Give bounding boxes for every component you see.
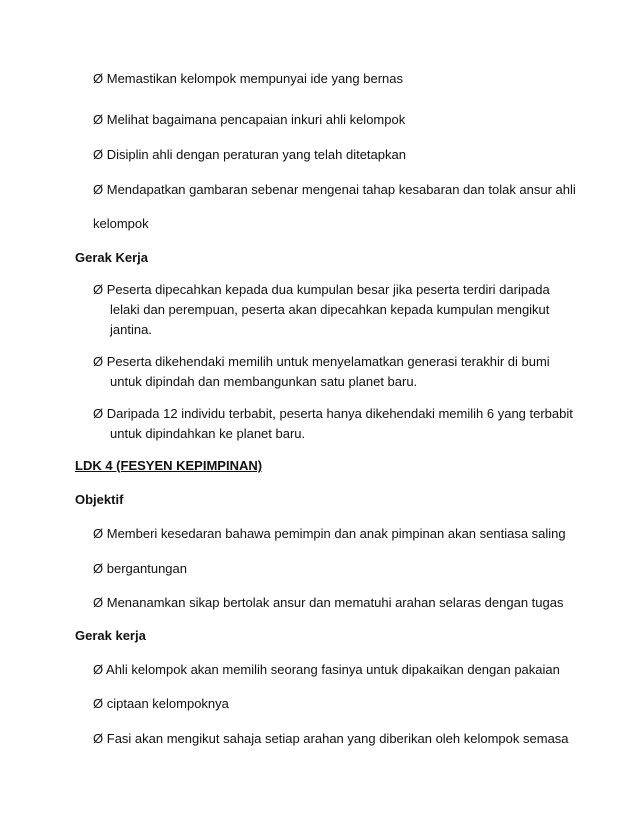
- bullet-arrow-icon: Ø: [93, 282, 104, 297]
- bullet-continuation: untuk dipindahkan ke planet baru.: [110, 426, 306, 441]
- bullet-item: Ø Memastikan kelompok mempunyai ide yang bernas: [93, 71, 404, 86]
- bullet-item: Ø Mendapatkan gambaran sebenar mengenai tahap kesabaran dan tolak ansur ahli: [93, 182, 576, 197]
- bullet-arrow-icon: Ø: [93, 731, 104, 746]
- bullet-item: Ø Ahli kelompok akan memilih seorang fasinya untuk dipakaikan dengan pakaian: [93, 662, 560, 677]
- bullet-arrow-icon: Ø: [93, 595, 104, 610]
- bullet-continuation: untuk dipindah dan membangunkan satu planet baru.: [110, 374, 418, 389]
- objektif-heading: Objektif: [75, 492, 124, 507]
- bullet-arrow-icon: Ø: [93, 406, 104, 421]
- bullet-item: Ø Melihat bagaimana pencapaian inkuri ahli kelompok: [93, 112, 406, 127]
- bullet-arrow-icon: Ø: [93, 561, 104, 576]
- section-heading: Gerak Kerja: [75, 250, 148, 265]
- bullet-item: Ø Daripada 12 individu terbabit, peserta hanya dikehendaki memilih 6 yang terbabit: [93, 406, 573, 421]
- bullet-arrow-icon: Ø: [93, 147, 104, 162]
- bullet-arrow-icon: Ø: [93, 662, 104, 677]
- bullet-continuation: kelompok: [93, 216, 149, 231]
- bullet-arrow-icon: Ø: [93, 696, 104, 711]
- bullet-arrow-icon: Ø: [93, 526, 104, 541]
- bullet-continuation: jantina.: [110, 322, 152, 337]
- bullet-arrow-icon: Ø: [93, 354, 104, 369]
- bullet-arrow-icon: Ø: [93, 182, 104, 197]
- bullet-item: Ø ciptaan kelompoknya: [93, 696, 229, 711]
- bullet-item: Ø Fasi akan mengikut sahaja setiap arahan yang diberikan oleh kelompok semasa: [93, 731, 569, 746]
- bullet-item: Ø Menanamkan sikap bertolak ansur dan mematuhi arahan selaras dengan tugas: [93, 595, 564, 610]
- gerak-kerja-heading: Gerak kerja: [75, 628, 146, 643]
- section-title: LDK 4 (FESYEN KEPIMPINAN): [75, 458, 263, 473]
- bullet-item: Ø Memberi kesedaran bahawa pemimpin dan anak pimpinan akan sentiasa saling: [93, 526, 566, 541]
- bullet-arrow-icon: Ø: [93, 112, 104, 127]
- bullet-arrow-icon: Ø: [93, 71, 104, 86]
- bullet-item: Ø bergantungan: [93, 561, 187, 576]
- bullet-item: Ø Disiplin ahli dengan peraturan yang telah ditetapkan: [93, 147, 406, 162]
- bullet-item: Ø Peserta dipecahkan kepada dua kumpulan besar jika peserta terdiri daripada: [93, 282, 550, 297]
- bullet-item: Ø Peserta dikehendaki memilih untuk menyelamatkan generasi terakhir di bumi: [93, 354, 550, 369]
- bullet-continuation: lelaki dan perempuan, peserta akan dipecahkan kepada kumpulan mengikut: [110, 302, 550, 317]
